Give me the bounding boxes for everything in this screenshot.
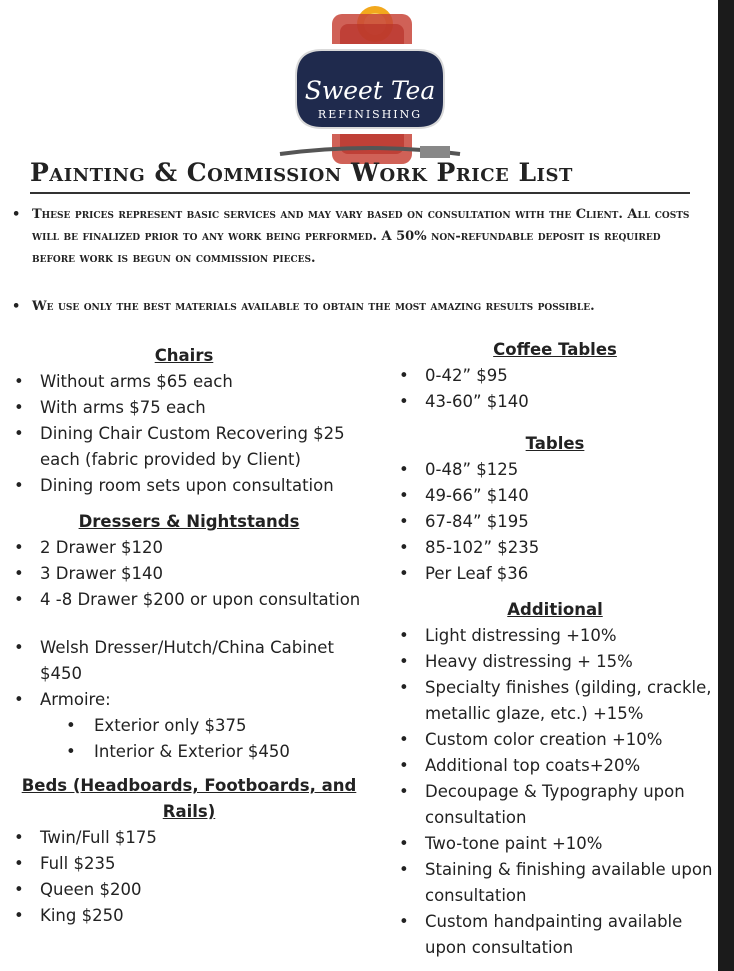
additional-heading: Additional [507,600,603,619]
tables-list [395,457,715,587]
list-item: • 0-48” $125 [395,457,715,483]
list-item: • Specialty finishes (gilding, crackle, metallic glaze, etc.) +15% [395,675,715,727]
list-item: • Full $235 [10,851,368,877]
list-subitem: • Interior & Exterior $450 [10,739,368,765]
list-item: • 49-66” $140 [395,483,715,509]
list-item: • 0-42” $95 [395,363,715,389]
list-item: • 2 Drawer $120 [10,535,368,561]
list-item: • Additional top coats+20% [395,753,715,779]
chairs-heading: Chairs [154,346,214,365]
list-item: • Twin/Full $175 [10,825,368,851]
beds-heading: Beds (Headboards, Footboards, and Rails) [21,776,357,821]
tables-heading: Tables [525,434,585,453]
beds-list [10,825,368,929]
logo-subtext: REFINISHING [317,108,423,121]
cabinets-list [10,635,368,765]
list-item: • Without arms $65 each [10,369,368,395]
intro-text: These prices represent basic services and may vary based on consultation with the Client. All costs will be finalized prior to any work being performed. A 50% non-refundable deposit is required before work is begun on commission pieces. [32,207,690,266]
list-item: • Dining Chair Custom Recovering $25 each (fabric provided by Client) [10,421,368,473]
list-item: • Queen $200 [10,877,368,903]
sweet-tea-logo [270,4,470,184]
list-item: • With arms $75 each [10,395,368,421]
list-item: • Two-tone paint +10% [395,831,715,857]
dressers-heading: Dressers & Nightstands [78,512,300,531]
list-item: • 4 -8 Drawer $200 or upon consultation [10,587,368,613]
coffee-tables-heading: Coffee Tables [493,340,617,359]
list-item: • Armoire: [10,687,368,713]
list-item: • Welsh Dresser/Hutch/China Cabinet $450 [10,635,368,687]
list-item: • 85-102” $235 [395,535,715,561]
list-item: • 43-60” $140 [395,389,715,415]
list-item: • Light distressing +10% [395,623,715,649]
photo-edge [718,0,734,971]
dressers-list [10,535,368,613]
page-title: Painting & Commission Work Price List [30,158,573,187]
list-subitem: • Exterior only $375 [10,713,368,739]
list-item: • Custom color creation +10% [395,727,715,753]
logo-script-text: Sweet Tea [304,76,436,105]
list-item: • Per Leaf $36 [395,561,715,587]
list-item: • 3 Drawer $140 [10,561,368,587]
list-item: • 67-84” $195 [395,509,715,535]
right-column [395,337,715,961]
list-item: • Decoupage & Typography upon consultation [395,779,715,831]
list-item: • Dining room sets upon consultation [10,473,368,499]
left-column [10,343,368,929]
intro-bullet-2: • We use only the best materials available to obtain the most amazing results possible. [12,296,702,318]
list-item: • King $250 [10,903,368,929]
list-item: • Staining & finishing available upon consultation [395,857,715,909]
coffee-tables-list [395,363,715,415]
title-divider [30,192,690,194]
chairs-list [10,369,368,499]
additional-list [395,623,715,961]
list-item: • Custom handpainting available upon consultation [395,909,715,961]
intro-bullet-1: • These prices represent basic services and may vary based on consultation with the Client. All costs will be finalized prior to any work being performed. A 50% non-refundable deposit is required before work is begun on commission pieces. [12,204,702,270]
list-item: • Heavy distressing + 15% [395,649,715,675]
intro-text: We use only the best materials available to obtain the most amazing results possible. [32,299,595,314]
